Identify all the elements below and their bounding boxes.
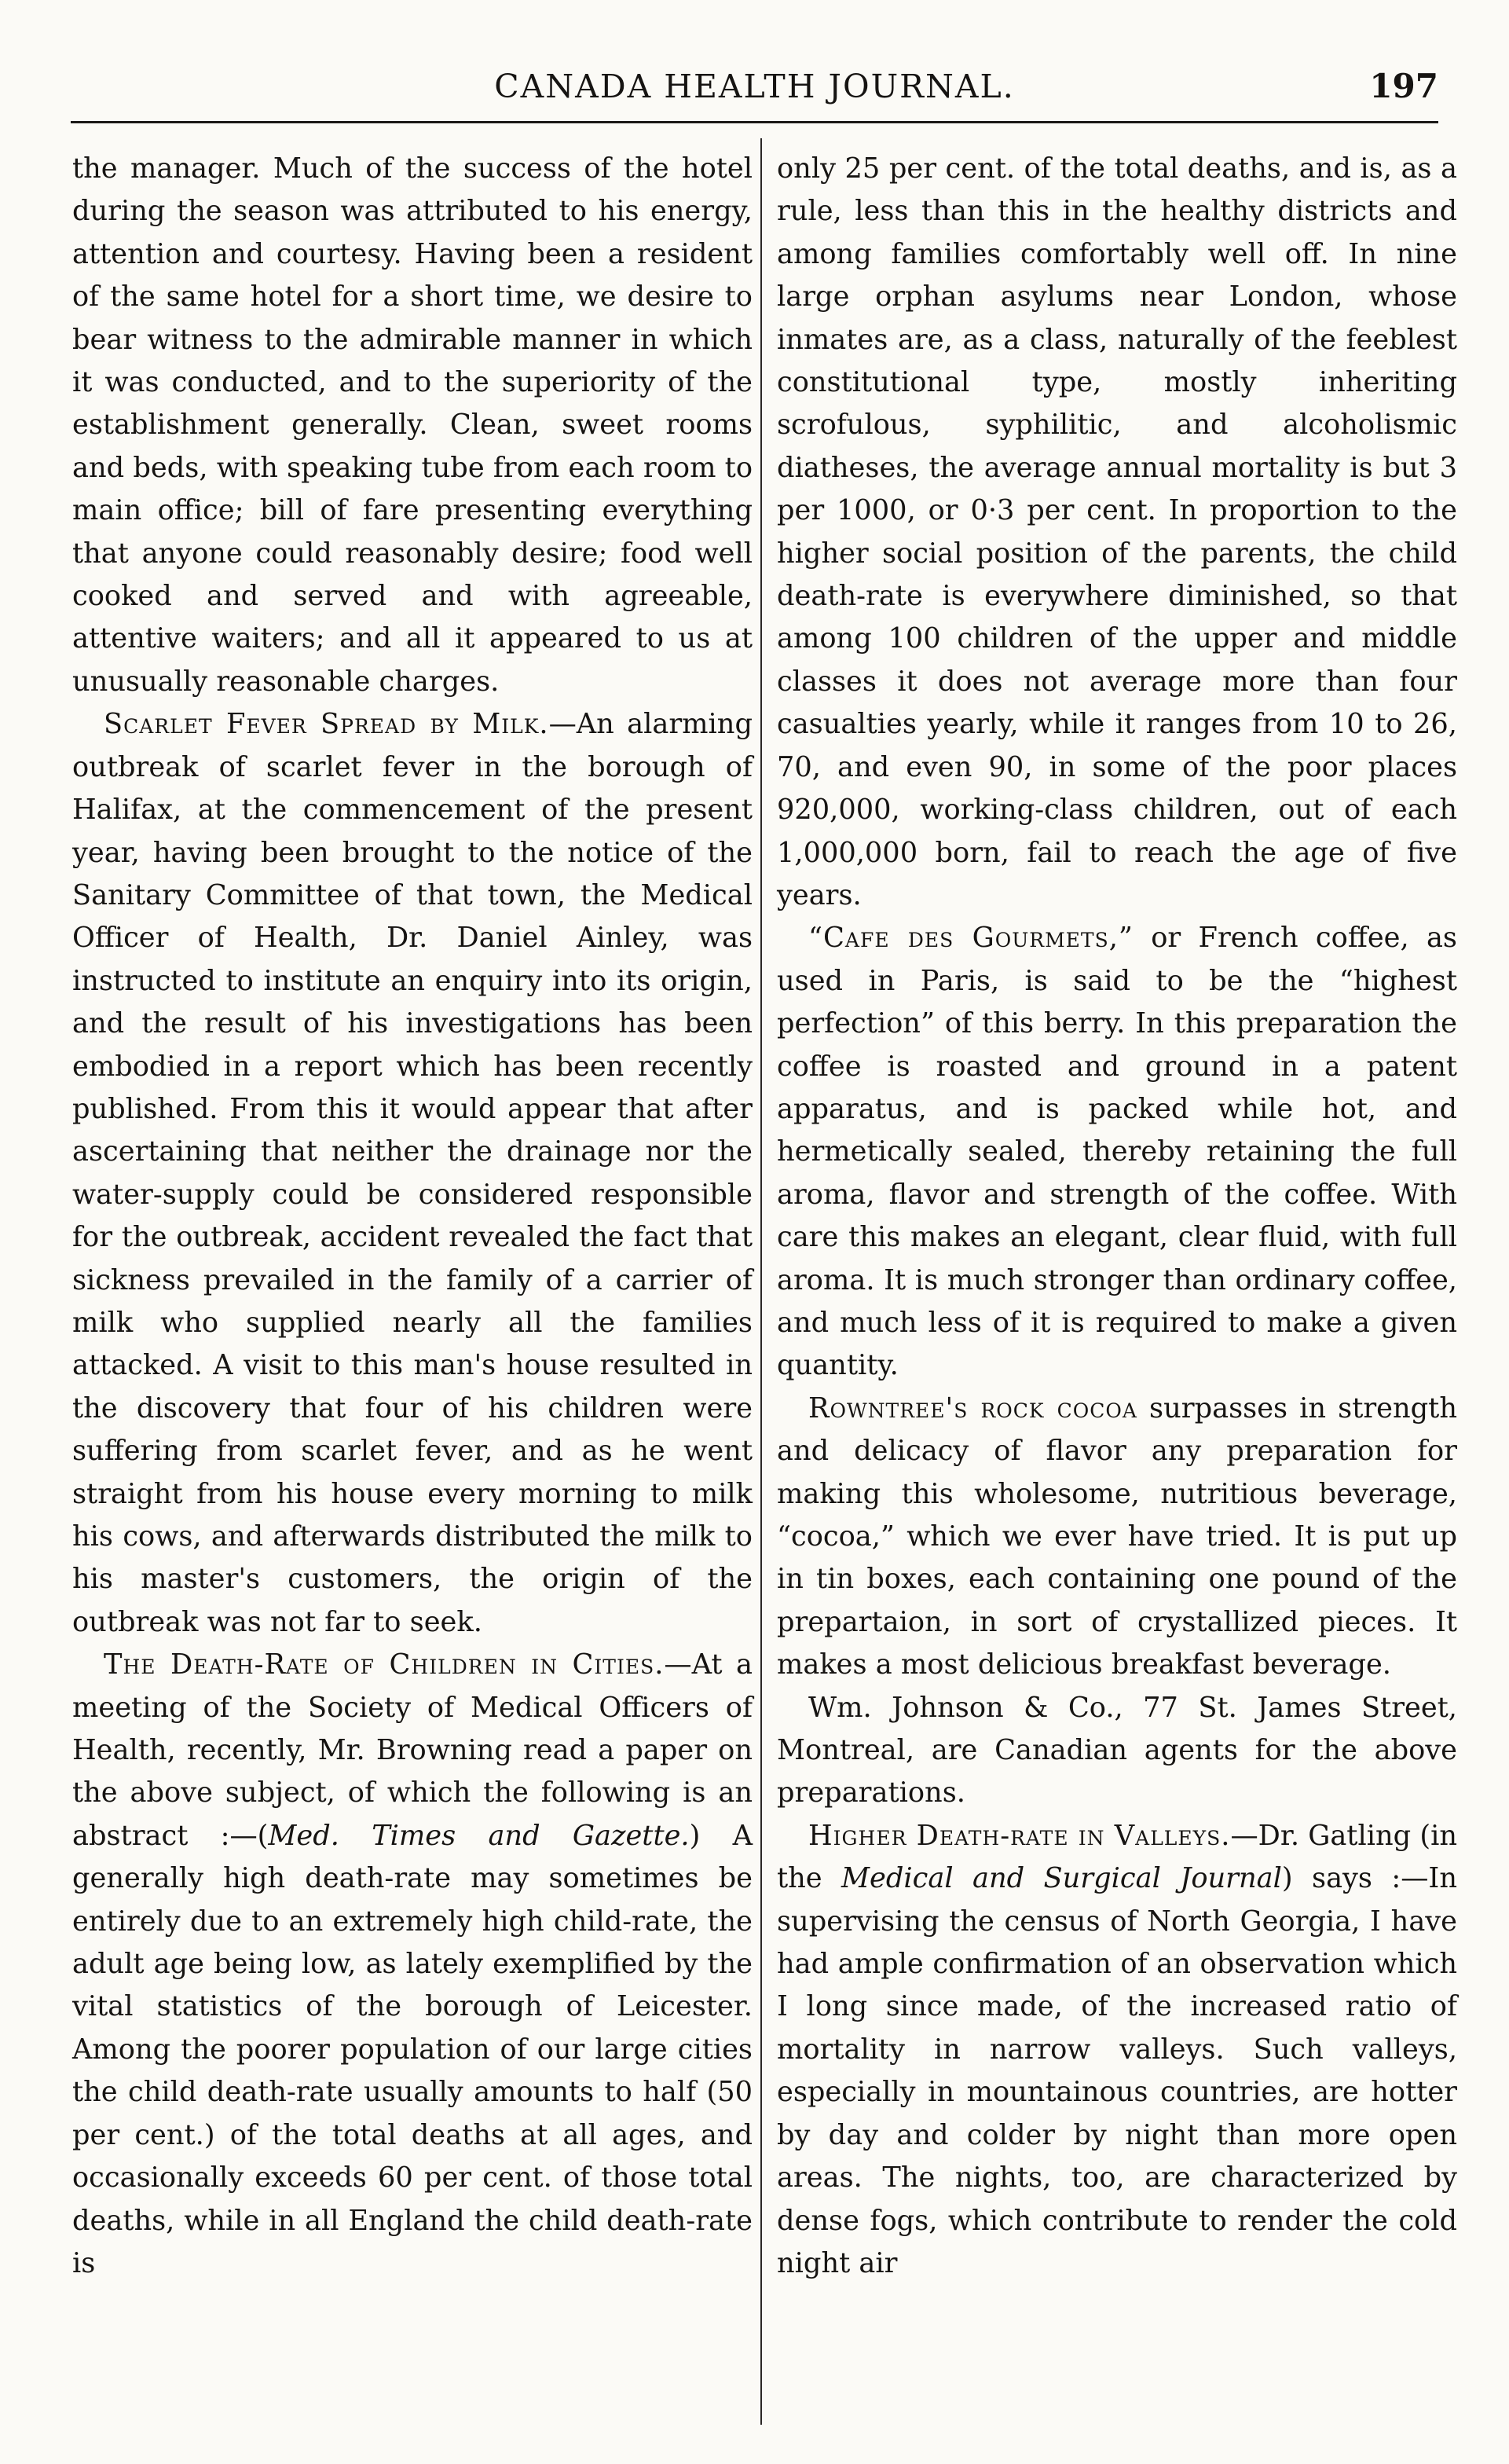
article-heading: The Death-Rate of Children in Cities. (104, 1648, 665, 1681)
article-heading: “Cafe des Gourmets,” (808, 922, 1134, 955)
paragraph-continued (777, 148, 1457, 917)
article-heading: Higher Death-rate in Valleys. (808, 1819, 1231, 1852)
source-citation: Medical and Surgical Journal (841, 1862, 1282, 1895)
paragraph-text: the manager. Much of the success of the hotel during the season was attributed to his energy, attention and courtesy. Having been a resident of the same hotel for a short time, we desire to bear witness to the admirable manner in which it was conducted, and to the superiority of the establishment generally. Clean, sweet rooms and beds, with speaking tube from each room to main office; bill of fare presenting everything that anyone could reasonably desire; food well cooked and served and with agreeable, attentive waiters; and all it appeared to us at unusually reasonable charges. (72, 152, 753, 698)
header-rule (71, 121, 1438, 123)
paragraph-death-rate-children (72, 1644, 753, 2285)
paragraph-text: surpasses in strength and delicacy of flavor any preparation for making this wholesome, nutritious beverage, “cocoa,” which we ever have tried. It is put up in tin boxes, each containing one pound of the prepartaion, in sort of crystallized pieces. It makes a most delicious breakfast beverage. (777, 1392, 1457, 1681)
running-title: CANADA HEALTH JOURNAL. (494, 68, 1015, 105)
paragraph-valleys (777, 1815, 1457, 2285)
paragraph-text: —At a meeting of the Society of Medical Officers of Health, recently, Mr. Browning read a paper on the above subject, of which the following is an abstract :—( (72, 1648, 753, 1852)
paragraph-text: Wm. Johnson & Co., 77 St. James Street, Montreal, are Canadian agents for the above preparations. (777, 1691, 1457, 1810)
paragraph-cafe-des-gourmets (777, 917, 1457, 1387)
paragraph-text: or French coffee, as used in Paris, is said to be the “highest perfection” of this berry. In this preparation the coffee is roasted and ground in a patent apparatus, and is packed while hot, and hermetically sealed, thereby retaining the full aroma, flavor and strength of the coffee. With care this makes an elegant, clear fluid, with full aroma. It is much stronger than ordinary coffee, and much less of it is required to make a given quantity. (777, 922, 1457, 1382)
source-citation: Med. Times and Gazette. (268, 1819, 690, 1852)
right-column (777, 148, 1457, 2285)
page-number: 197 (1369, 67, 1438, 105)
paragraph-agents (777, 1687, 1457, 1815)
article-heading: Scarlet Fever Spread by Milk. (104, 708, 549, 741)
paragraph-hotel (72, 148, 753, 703)
page-header (71, 61, 1438, 112)
paragraph-text: ) A generally high death-rate may sometimes be entirely due to an extremely high child-rate, the adult age being low, as lately exemplified by the vital statistics of the borough of Leicester. Among the poorer population of our large cities the child death-rate usually amounts to half (50 per cent.) of the total deaths at all ages, and occasionally exceeds 60 per cent. of those total deaths, while in all England the child death-rate is (72, 1819, 753, 2279)
paragraph-text: —Dr. Gatling (in the (777, 1819, 1457, 1895)
paragraph-scarlet-fever (72, 703, 753, 1644)
article-heading: Rowntree's rock cocoa (808, 1392, 1137, 1424)
paragraph-text: only 25 per cent. of the total deaths, and is, as a rule, less than this in the healthy districts and among families comfortably well off. In nine large orphan asylums near London, whose inmates are, as a class, naturally of the feeblest constitutional type, mostly inheriting scrofulous, syphilitic, and alcoholismic diatheses, the average annual mortality is but 3 per 1000, or 0·3 per cent. In proportion to the higher social position of the parents, the child death-rate is everywhere diminished, so that among 100 children of the upper and middle classes it does not average more than four casualties yearly, while it ranges from 10 to 26, 70, and even 90, in some of the poor places 920,000, working-class children, out of each 1,000,000 born, fail to reach the age of five years. (777, 152, 1457, 911)
paragraph-text: —An alarming outbreak of scarlet fever in the borough of Halifax, at the commencement of the present year, having been brought to the notice of the Sanitary Committee of that town, the Medical Officer of Health, Dr. Daniel Ainley, was instructed to institute an enquiry into its origin, and the result of his investigations has been embodied in a report which has been recently published. From this it would appear that after ascertaining that neither the drainage nor the water-supply could be considered responsible for the outbreak, accident revealed the fact that sickness prevailed in the family of a carrier of milk who supplied nearly all the families attacked. A visit to this man's house resulted in the discovery that four of his children were suffering from scarlet fever, and as he went straight from his house every morning to milk his cows, and afterwards distributed the milk to his master's customers, the origin of the outbreak was not far to seek. (72, 708, 753, 1638)
paragraph-text: ) says :—In supervising the census of North Georgia, I have had ample confirmation of an observation which I long since made, of the increased ratio of mortality in narrow valleys. Such valleys, especially in mountainous countries, are hotter by day and colder by night than more open areas. The nights, too, are characterized by dense fogs, which contribute to render the cold night air (777, 1862, 1457, 2279)
column-divider (760, 138, 762, 2425)
left-column (72, 148, 753, 2285)
paragraph-rowntree-cocoa (777, 1388, 1457, 1687)
